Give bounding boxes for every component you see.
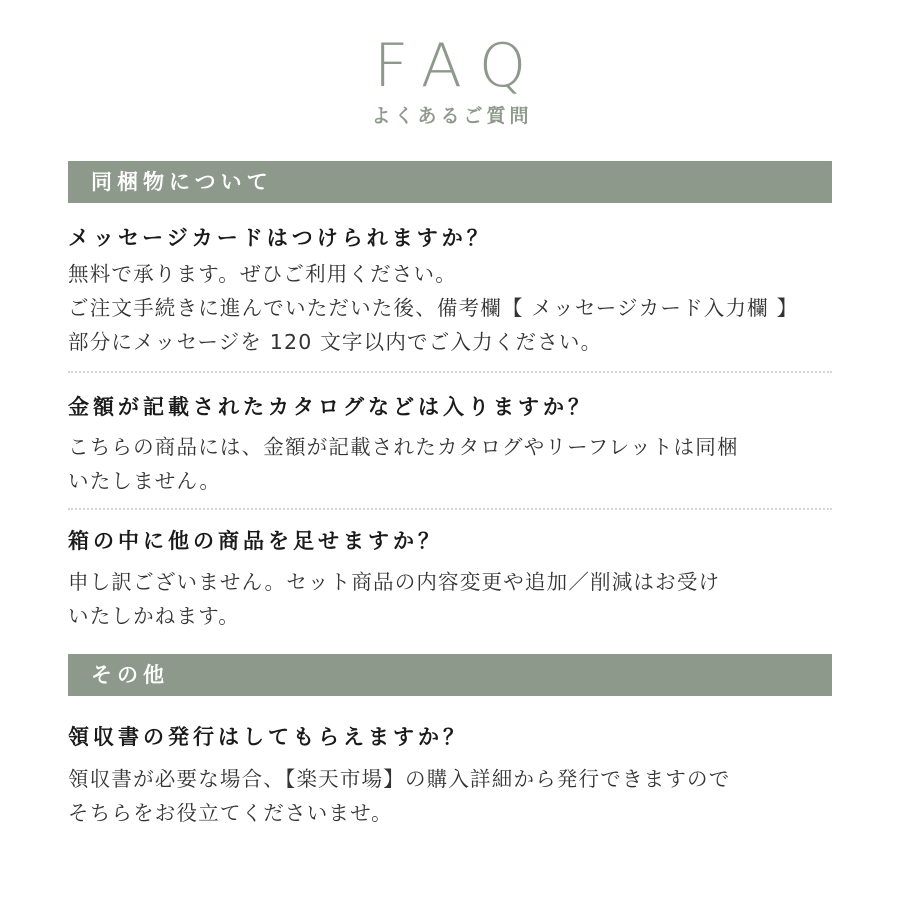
answer-line: いたしかねます。 — [68, 604, 240, 628]
section-heading-package-contents: 同梱物について — [68, 161, 832, 203]
answer-line: こちらの商品には、金額が記載されたカタログやリーフレットは同梱 — [68, 435, 739, 459]
dotted-divider — [68, 508, 832, 510]
faq-answer-add-products — [68, 565, 848, 633]
faq-question-add-products: 箱の中に他の商品を足せますか？ — [68, 529, 443, 553]
faq-header — [0, 31, 900, 128]
page-title: FAQ — [373, 31, 545, 101]
dotted-divider — [68, 371, 832, 373]
answer-line: 部分にメッセージを 120 文字以内でご入力ください。 — [68, 330, 603, 354]
faq-question-receipt: 領収書の発行はしてもらえますか？ — [68, 725, 468, 749]
answer-line: 申し訳ございません。セット商品の内容変更や追加／削減はお受け — [68, 570, 721, 594]
faq-answer-message-card — [68, 257, 848, 359]
answer-line: いたしません。 — [68, 469, 222, 493]
faq-question-message-card: メッセージカードはつけられますか？ — [68, 226, 492, 250]
answer-line: ご注文手続きに進んでいただいた後、備考欄【 メッセージカード入力欄 】 — [68, 296, 799, 320]
faq-answer-receipt — [68, 762, 848, 830]
answer-line: そちらをお役立てくださいませ。 — [68, 801, 393, 825]
faq-question-price-catalog: 金額が記載されたカタログなどは入りますか？ — [68, 395, 593, 419]
answer-line: 領収書が必要な場合、【楽天市場】の購入詳細から発行できますので — [68, 767, 731, 791]
page-subtitle: よくあるご質問 — [371, 105, 533, 127]
answer-line: 無料で承ります。ぜひご利用ください。 — [68, 262, 457, 286]
faq-answer-price-catalog — [68, 430, 848, 498]
section-heading-other: その他 — [68, 654, 832, 696]
